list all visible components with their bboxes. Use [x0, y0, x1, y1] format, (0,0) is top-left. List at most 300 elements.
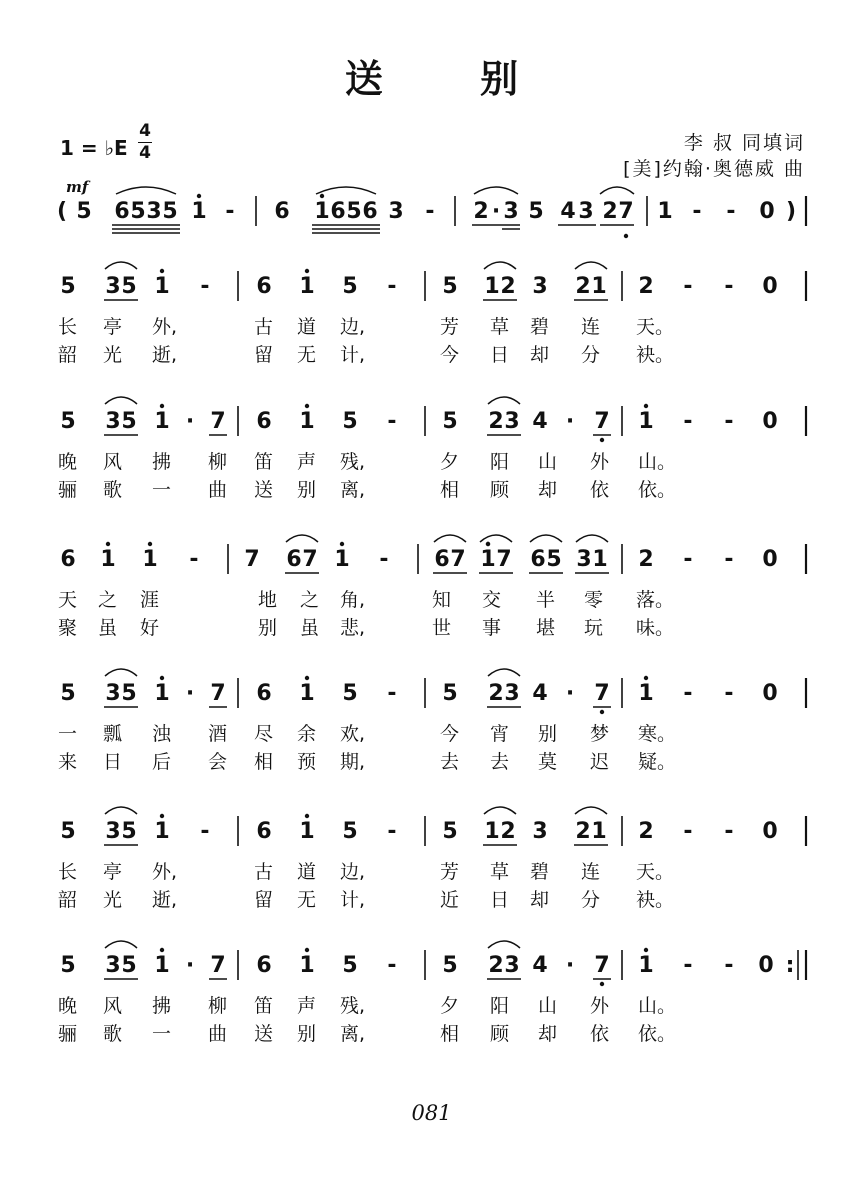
- time-denominator: 4: [139, 143, 151, 163]
- note: 6: [60, 547, 76, 572]
- note: 5: [528, 199, 544, 224]
- note: 0: [762, 819, 778, 844]
- lyric-verse-1: 山: [538, 451, 558, 473]
- lyric-verse-1: 草: [490, 316, 510, 338]
- lyric-verse-1: 欢,: [340, 723, 366, 745]
- lyric-verse-2: 后: [152, 751, 172, 773]
- notation-mark: -: [189, 547, 199, 572]
- note: 5: [442, 953, 458, 978]
- note: 7: [210, 953, 226, 978]
- lyric-verse-2: 虽: [98, 617, 118, 639]
- notation-mark: ·: [185, 953, 195, 978]
- notation-mark: -: [200, 819, 210, 844]
- lyric-verse-2: 相: [254, 751, 274, 773]
- lyric-verse-1: 晚: [58, 995, 78, 1017]
- note: 6: [256, 274, 272, 299]
- note: 5: [60, 953, 76, 978]
- lyric-verse-2: 期,: [340, 751, 366, 773]
- high-octave-dot: [148, 542, 152, 546]
- lyric-verse-1: 梦: [590, 723, 610, 745]
- lyric-verse-2: 悲,: [340, 617, 366, 639]
- high-octave-dot: [305, 948, 309, 952]
- note: 2: [575, 819, 591, 844]
- note: 0: [762, 409, 778, 434]
- note: 7: [496, 547, 512, 572]
- lyric-verse-1: 山。: [638, 995, 677, 1017]
- notation-mark: ·: [565, 409, 575, 434]
- lyric-verse-2: 逝,: [152, 889, 178, 911]
- lyric-verse-1: 亭: [103, 316, 123, 338]
- note: 2: [473, 199, 489, 224]
- note: 2: [638, 819, 654, 844]
- lyric-verse-2: 送: [254, 1023, 274, 1045]
- note: 1: [591, 819, 607, 844]
- notation-mark: ): [785, 199, 797, 224]
- high-octave-dot: [106, 542, 110, 546]
- lyric-verse-2: 计,: [340, 344, 366, 366]
- notation-mark: -: [225, 199, 235, 224]
- lyric-verse-2: 去: [490, 751, 510, 773]
- lyric-verse-2: 依。: [638, 479, 677, 501]
- note: 1: [299, 819, 315, 844]
- note: 3: [105, 681, 121, 706]
- notation-mark: -: [724, 819, 734, 844]
- slur: [575, 262, 607, 269]
- note: 7: [618, 199, 634, 224]
- high-octave-dot: [644, 948, 648, 952]
- lyric-verse-1: 一: [58, 723, 78, 745]
- high-octave-dot: [160, 676, 164, 680]
- lyric-verse-1: 夕: [440, 451, 460, 473]
- note: 5: [121, 274, 137, 299]
- note: 7: [594, 409, 610, 434]
- lyric-verse-2: 疑。: [638, 751, 677, 773]
- lyric-verse-2: 近: [440, 889, 460, 911]
- lyric-verse-2: 顾: [490, 1023, 510, 1045]
- note: 5: [60, 274, 76, 299]
- note: 5: [130, 199, 146, 224]
- notation-mark: -: [379, 547, 389, 572]
- lyric-verse-1: 道: [297, 861, 317, 883]
- notation-mark: -: [387, 681, 397, 706]
- lyric-verse-1: 今: [440, 723, 460, 745]
- note: 1: [299, 274, 315, 299]
- note: 5: [442, 409, 458, 434]
- lyric-verse-2: 世: [432, 617, 452, 639]
- lyric-verse-1: 夕: [440, 995, 460, 1017]
- lyric-verse-1: 连: [581, 861, 601, 883]
- note: 4: [532, 409, 548, 434]
- note: 5: [546, 547, 562, 572]
- lyric-verse-2: 日: [490, 344, 510, 366]
- slur: [480, 535, 512, 542]
- notation-mark: -: [683, 409, 693, 434]
- high-octave-dot: [486, 542, 490, 546]
- note: 4: [532, 681, 548, 706]
- note: 5: [121, 409, 137, 434]
- lyric-verse-1: 古: [254, 861, 274, 883]
- song-title: 送 别: [344, 57, 561, 101]
- note: 3: [504, 681, 520, 706]
- lyric-verse-2: 离,: [340, 1023, 366, 1045]
- notation-mark: -: [683, 953, 693, 978]
- notation-mark: -: [692, 199, 702, 224]
- note: 1: [591, 274, 607, 299]
- lyric-verse-2: 无: [297, 889, 317, 911]
- note: 1: [154, 681, 170, 706]
- notation-mark: -: [683, 819, 693, 844]
- note: 3: [105, 409, 121, 434]
- slur: [488, 397, 520, 404]
- notation-mark: ·: [185, 681, 195, 706]
- lyric-verse-1: 拂: [152, 451, 172, 473]
- lyric-verse-1: 长: [58, 861, 78, 883]
- composer-credit: [美]约翰·奥德威 曲: [623, 158, 805, 180]
- lyric-verse-2: 分: [581, 889, 601, 911]
- slur: [488, 941, 520, 948]
- note: 1: [638, 409, 654, 434]
- lyric-verse-1: 落。: [636, 589, 675, 611]
- lyric-verse-2: 骊: [58, 479, 78, 501]
- notation-mark: -: [387, 409, 397, 434]
- note: 7: [210, 409, 226, 434]
- lyric-verse-2: 却: [538, 1023, 558, 1045]
- note: 5: [162, 199, 178, 224]
- note: 6: [256, 681, 272, 706]
- note: 2: [638, 547, 654, 572]
- note: 1: [299, 681, 315, 706]
- page-number: 081: [411, 1101, 452, 1125]
- note: 6: [274, 199, 290, 224]
- note: 5: [121, 681, 137, 706]
- lyric-verse-2: 计,: [340, 889, 366, 911]
- note: 1: [154, 953, 170, 978]
- lyric-verse-2: 别: [297, 1023, 317, 1045]
- notation-mark: -: [724, 547, 734, 572]
- slur: [575, 807, 607, 814]
- note: 7: [244, 547, 260, 572]
- lyric-verse-2: 迟: [590, 751, 610, 773]
- note: 1: [334, 547, 350, 572]
- high-octave-dot: [305, 814, 309, 818]
- note: 1: [638, 681, 654, 706]
- note: 6: [256, 409, 272, 434]
- note: 1: [191, 199, 207, 224]
- notation-mark: -: [387, 819, 397, 844]
- note: 2: [602, 199, 618, 224]
- slur: [105, 397, 137, 404]
- lyric-verse-1: 涯: [140, 589, 160, 611]
- note: 6: [256, 819, 272, 844]
- lyric-verse-1: 道: [297, 316, 317, 338]
- lyric-verse-2: 送: [254, 479, 274, 501]
- lyric-verse-2: 来: [58, 751, 78, 773]
- notation-mark: ·: [491, 199, 501, 224]
- note: 1: [484, 819, 500, 844]
- lyric-verse-2: 分: [581, 344, 601, 366]
- lyric-verse-1: 柳: [208, 451, 228, 473]
- low-octave-dot: [600, 982, 604, 986]
- notation-mark: -: [683, 274, 693, 299]
- slur: [286, 535, 318, 542]
- lyric-verse-1: 天。: [636, 861, 675, 883]
- note: 5: [76, 199, 92, 224]
- note: 0: [758, 953, 774, 978]
- notation-mark: -: [683, 681, 693, 706]
- lyric-verse-1: 外: [590, 995, 610, 1017]
- lyric-verse-2: 今: [440, 344, 460, 366]
- note: 6: [114, 199, 130, 224]
- lyricist-credit: 李 叔 同填词: [683, 132, 805, 154]
- lyric-verse-1: 连: [581, 316, 601, 338]
- lyric-verse-2: 逝,: [152, 344, 178, 366]
- high-octave-dot: [305, 404, 309, 408]
- low-octave-dot: [600, 710, 604, 714]
- note: 5: [342, 953, 358, 978]
- slur: [316, 187, 376, 194]
- note: 5: [342, 409, 358, 434]
- note: 7: [594, 953, 610, 978]
- lyric-verse-1: 余: [297, 723, 317, 745]
- lyric-verse-1: 山。: [638, 451, 677, 473]
- lyric-verse-1: 古: [254, 316, 274, 338]
- lyric-verse-2: 曲: [208, 479, 228, 501]
- lyric-verse-1: 地: [258, 589, 278, 611]
- lyric-verse-2: 光: [103, 889, 123, 911]
- lyric-verse-2: 依: [590, 479, 610, 501]
- note: 5: [342, 681, 358, 706]
- lyric-verse-1: 外,: [152, 316, 178, 338]
- note: 2: [500, 274, 516, 299]
- note: 3: [576, 547, 592, 572]
- slur: [488, 669, 520, 676]
- note: 6: [286, 547, 302, 572]
- lyric-verse-2: 歌: [103, 479, 123, 501]
- note: 0: [762, 274, 778, 299]
- slur: [105, 941, 137, 948]
- lyric-verse-2: 依。: [638, 1023, 677, 1045]
- note: 1: [592, 547, 608, 572]
- note: 1: [142, 547, 158, 572]
- notation-mark: ·: [565, 953, 575, 978]
- lyric-verse-2: 别: [297, 479, 317, 501]
- note: 5: [342, 274, 358, 299]
- note: 3: [388, 199, 404, 224]
- lyric-verse-1: 长: [58, 316, 78, 338]
- lyric-verse-1: 酒: [208, 723, 228, 745]
- lyric-verse-1: 之: [300, 589, 320, 611]
- note: 6: [530, 547, 546, 572]
- note: 0: [762, 681, 778, 706]
- high-octave-dot: [160, 269, 164, 273]
- lyric-verse-2: 留: [254, 344, 274, 366]
- lyric-verse-1: 笛: [254, 995, 274, 1017]
- note: 1: [484, 274, 500, 299]
- low-octave-dot: [600, 438, 604, 442]
- high-octave-dot: [160, 948, 164, 952]
- high-octave-dot: [305, 676, 309, 680]
- lyric-verse-2: 去: [440, 751, 460, 773]
- high-octave-dot: [644, 404, 648, 408]
- lyric-verse-1: 残,: [340, 451, 366, 473]
- notation-mark: ·: [185, 409, 195, 434]
- lyric-verse-1: 浊: [152, 723, 172, 745]
- notation-mark: -: [200, 274, 210, 299]
- slur: [600, 187, 634, 194]
- high-octave-dot: [160, 814, 164, 818]
- note: 2: [488, 953, 504, 978]
- note: 5: [121, 819, 137, 844]
- lyric-verse-2: 离,: [340, 479, 366, 501]
- lyric-verse-2: 袂。: [636, 344, 675, 366]
- note: 5: [442, 274, 458, 299]
- lyric-verse-1: 尽: [254, 723, 274, 745]
- note: 3: [105, 274, 121, 299]
- lyric-verse-2: 虽: [300, 617, 320, 639]
- key-signature: 1 = ♭E: [60, 136, 128, 160]
- lyric-verse-1: 寒。: [638, 723, 677, 745]
- note: 6: [362, 199, 378, 224]
- notation-mark: -: [724, 953, 734, 978]
- lyric-verse-1: 宵: [490, 723, 510, 745]
- slur: [105, 807, 137, 814]
- lyric-verse-2: 顾: [490, 479, 510, 501]
- lyric-verse-1: 风: [103, 451, 123, 473]
- note: 4: [560, 199, 576, 224]
- lyric-verse-1: 晚: [58, 451, 78, 473]
- notation-mark: -: [726, 199, 736, 224]
- note: 4: [532, 953, 548, 978]
- lyric-verse-2: 堪: [536, 617, 556, 639]
- lyric-verse-1: 声: [297, 995, 317, 1017]
- lyric-verse-1: 山: [538, 995, 558, 1017]
- note: 1: [154, 274, 170, 299]
- high-octave-dot: [197, 194, 201, 198]
- lyric-verse-1: 瓢: [103, 723, 123, 745]
- lyric-verse-2: 无: [297, 344, 317, 366]
- notation-mark: -: [724, 274, 734, 299]
- note: 5: [121, 953, 137, 978]
- note: 5: [442, 819, 458, 844]
- lyric-verse-2: 相: [440, 1023, 460, 1045]
- note: 5: [60, 819, 76, 844]
- note: 1: [657, 199, 673, 224]
- slur: [116, 187, 176, 194]
- lyric-verse-2: 聚: [58, 617, 78, 639]
- lyric-verse-2: 留: [254, 889, 274, 911]
- note: 2: [575, 274, 591, 299]
- lyric-verse-2: 日: [103, 751, 123, 773]
- lyric-verse-1: 柳: [208, 995, 228, 1017]
- slur: [484, 807, 516, 814]
- note: 1: [638, 953, 654, 978]
- lyric-verse-1: 知: [432, 589, 452, 611]
- lyric-verse-1: 阳: [490, 451, 510, 473]
- note: 7: [594, 681, 610, 706]
- lyric-verse-1: 天: [58, 589, 78, 611]
- lyric-verse-2: 骊: [58, 1023, 78, 1045]
- lyric-verse-1: 外: [590, 451, 610, 473]
- notation-mark: (: [56, 199, 68, 224]
- lyric-verse-2: 却: [538, 479, 558, 501]
- lyric-verse-1: 风: [103, 995, 123, 1017]
- high-octave-dot: [340, 542, 344, 546]
- low-octave-dot: [624, 234, 628, 238]
- lyric-verse-2: 一: [152, 1023, 172, 1045]
- lyric-verse-2: 依: [590, 1023, 610, 1045]
- note: 1: [154, 409, 170, 434]
- note: 1: [299, 953, 315, 978]
- lyric-verse-1: 外,: [152, 861, 178, 883]
- lyric-verse-1: 阳: [490, 995, 510, 1017]
- note: 5: [346, 199, 362, 224]
- note: 7: [450, 547, 466, 572]
- lyric-verse-2: 曲: [208, 1023, 228, 1045]
- lyric-verse-1: 半: [536, 589, 556, 611]
- note: 2: [488, 681, 504, 706]
- lyric-verse-1: 之: [98, 589, 118, 611]
- lyric-verse-2: 别: [258, 617, 278, 639]
- notation-mark: -: [724, 681, 734, 706]
- slur: [576, 535, 608, 542]
- lyric-verse-1: 芳: [440, 861, 460, 883]
- note: 6: [330, 199, 346, 224]
- note: 6: [434, 547, 450, 572]
- note: 1: [299, 409, 315, 434]
- note: 5: [60, 681, 76, 706]
- high-octave-dot: [644, 676, 648, 680]
- lyric-verse-2: 预: [297, 751, 317, 773]
- lyric-verse-2: 光: [103, 344, 123, 366]
- notation-mark: -: [425, 199, 435, 224]
- lyric-verse-2: 会: [208, 751, 228, 773]
- lyric-verse-1: 亭: [103, 861, 123, 883]
- note: 0: [759, 199, 775, 224]
- note: 7: [302, 547, 318, 572]
- notation-mark: ·: [565, 681, 575, 706]
- note: 0: [762, 547, 778, 572]
- lyric-verse-2: 日: [490, 889, 510, 911]
- note: 1: [480, 547, 496, 572]
- note: 5: [442, 681, 458, 706]
- note: 2: [638, 274, 654, 299]
- note: 6: [256, 953, 272, 978]
- slur: [474, 187, 518, 194]
- lyric-verse-2: 事: [482, 617, 502, 639]
- high-octave-dot: [160, 404, 164, 408]
- note: 3: [503, 199, 519, 224]
- time-numerator: 4: [139, 121, 151, 141]
- note: 3: [504, 409, 520, 434]
- note: 5: [60, 409, 76, 434]
- note: 2: [500, 819, 516, 844]
- notation-mark: -: [387, 953, 397, 978]
- lyric-verse-2: 味。: [636, 617, 675, 639]
- lyric-verse-1: 别: [538, 723, 558, 745]
- lyric-verse-2: 好: [140, 617, 160, 639]
- note: 3: [578, 199, 594, 224]
- note: 3: [504, 953, 520, 978]
- dynamic-marking: mf: [66, 178, 89, 196]
- lyric-verse-2: 韶: [58, 889, 78, 911]
- note: 3: [532, 819, 548, 844]
- lyric-verse-1: 边,: [340, 861, 366, 883]
- lyric-verse-2: 玩: [584, 617, 604, 639]
- lyric-verse-1: 残,: [340, 995, 366, 1017]
- lyric-verse-1: 边,: [340, 316, 366, 338]
- lyric-verse-1: 碧: [530, 316, 550, 338]
- lyric-verse-2: 却: [530, 344, 550, 366]
